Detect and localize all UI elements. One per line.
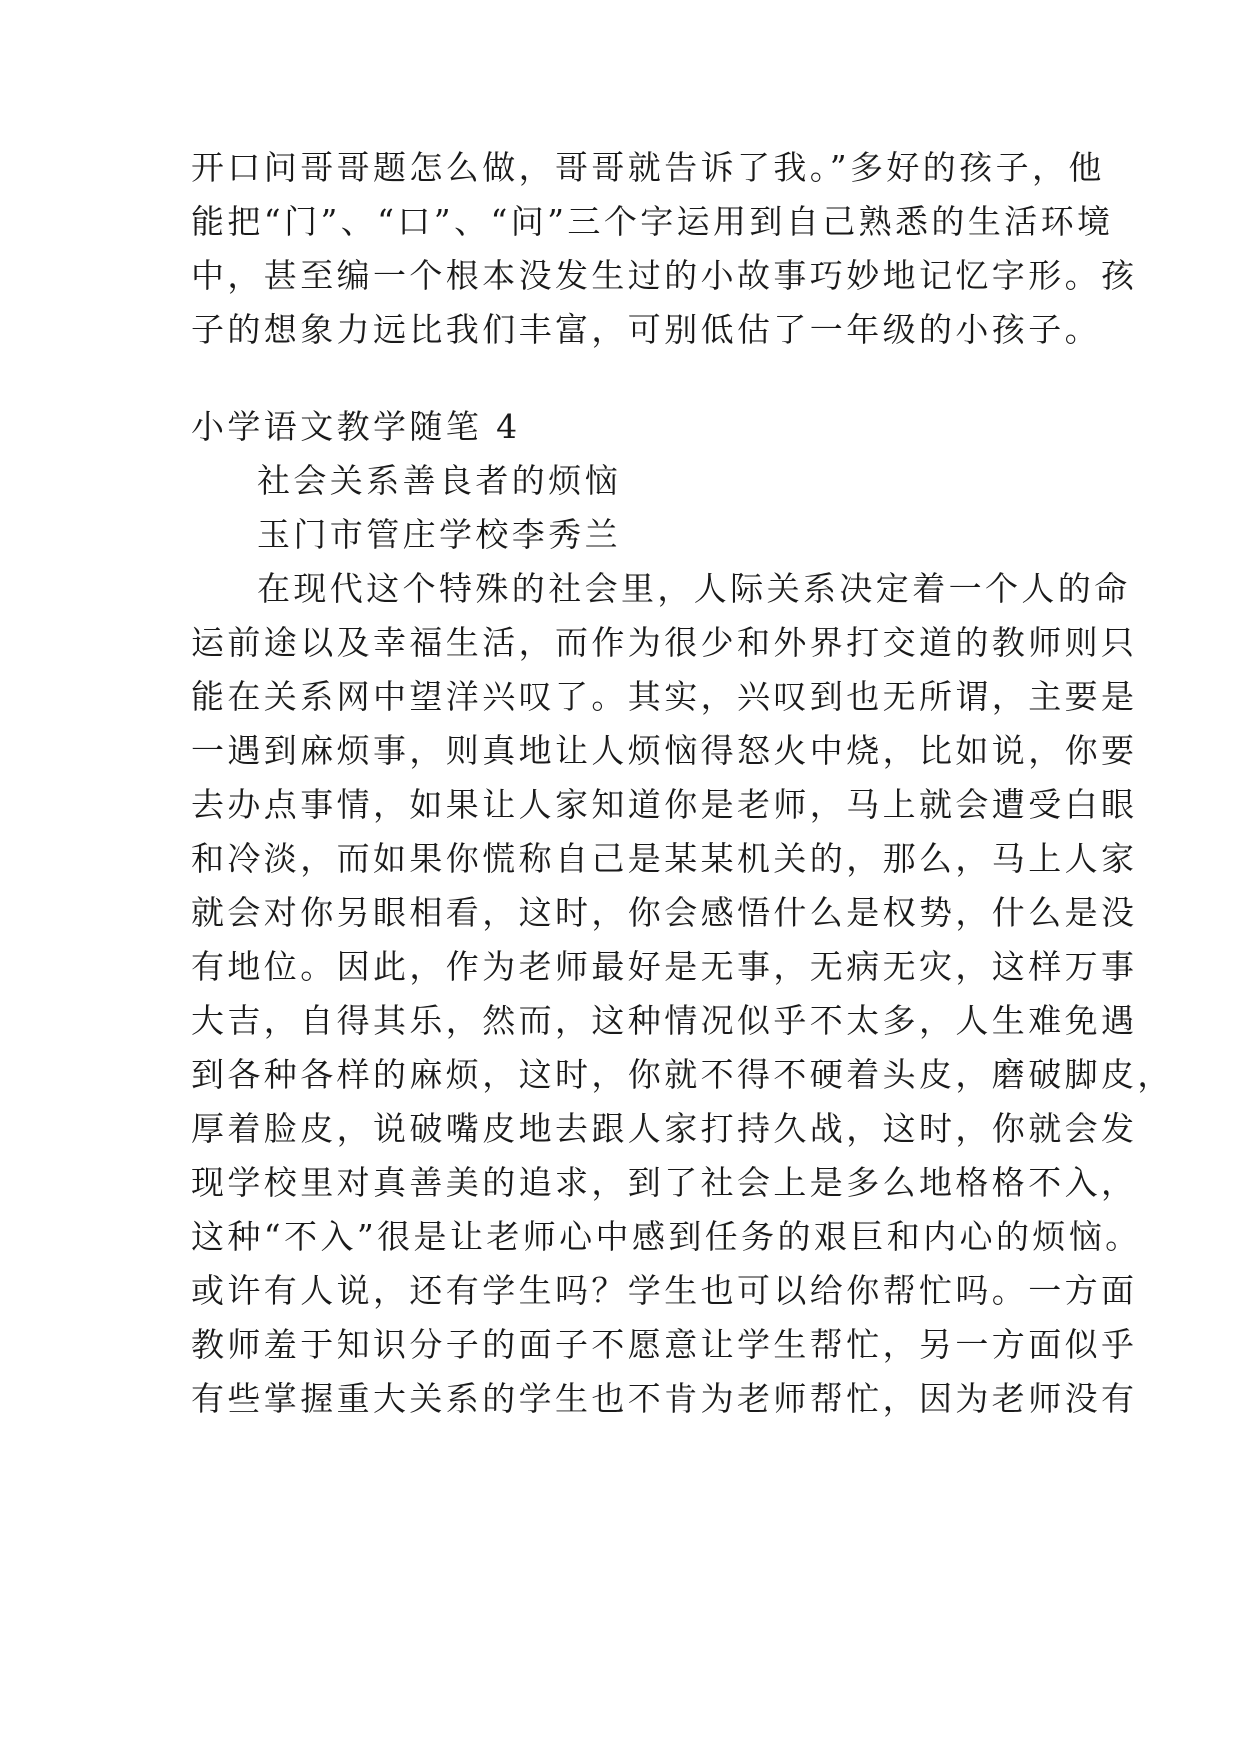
paragraph-main-line: 在现代这个特殊的社会里，人际关系决定着一个人的命 [257, 569, 1131, 608]
paragraph-main-line: 到各种各样的麻烦，这时，你就不得不硬着头皮，磨破脚皮， [191, 1055, 1174, 1094]
paragraph-main-line: 有些掌握重大关系的学生也不肯为老师帮忙，因为老师没有 [191, 1379, 1138, 1418]
paragraph-main-line: 一遇到麻烦事，则真地让人烦恼得怒火中烧，比如说，你要 [191, 731, 1138, 770]
article-title: 社会关系善良者的烦恼 [257, 461, 621, 500]
paragraph-main-line: 这种“不入”很是让老师心中感到任务的艰巨和内心的烦恼。 [191, 1217, 1142, 1256]
paragraph-top-line: 能把“门”、“口”、“问”三个字运用到自己熟悉的生活环境 [191, 202, 1114, 241]
author-line: 玉门市管庄学校李秀兰 [257, 515, 621, 554]
paragraph-main-line: 或许有人说，还有学生吗？学生也可以给你帮忙吗。一方面 [191, 1271, 1138, 1310]
paragraph-main-line: 厚着脸皮，说破嘴皮地去跟人家打持久战，这时，你就会发 [191, 1109, 1138, 1148]
paragraph-main-line: 就会对你另眼相看，这时，你会感悟什么是权势，什么是没 [191, 893, 1138, 932]
paragraph-main-line: 教师羞于知识分子的面子不愿意让学生帮忙，另一方面似乎 [191, 1325, 1138, 1364]
paragraph-main-line: 运前途以及幸福生活，而作为很少和外界打交道的教师则只 [191, 623, 1138, 662]
paragraph-top-line: 开口问哥哥题怎么做，哥哥就告诉了我。”多好的孩子，他 [191, 148, 1105, 187]
paragraph-main-line: 和冷淡，而如果你慌称自己是某某机关的，那么，马上人家 [191, 839, 1138, 878]
paragraph-top-line: 中，甚至编一个根本没发生过的小故事巧妙地记忆字形。孩 [191, 256, 1138, 295]
paragraph-main-line: 现学校里对真善美的追求，到了社会上是多么地格格不入， [191, 1163, 1138, 1202]
paragraph-main-line: 能在关系网中望洋兴叹了。其实，兴叹到也无所谓，主要是 [191, 677, 1138, 716]
paragraph-main-line: 去办点事情，如果让人家知道你是老师，马上就会遭受白眼 [191, 785, 1138, 824]
paragraph-main-line: 有地位。因此，作为老师最好是无事，无病无灾，这样万事 [191, 947, 1138, 986]
section-title: 小学语文教学随笔 4 [191, 407, 521, 446]
paragraph-top-line: 子的想象力远比我们丰富，可别低估了一年级的小孩子。 [191, 310, 1101, 349]
paragraph-main-line: 大吉，自得其乐，然而，这种情况似乎不太多，人生难免遇 [191, 1001, 1138, 1040]
